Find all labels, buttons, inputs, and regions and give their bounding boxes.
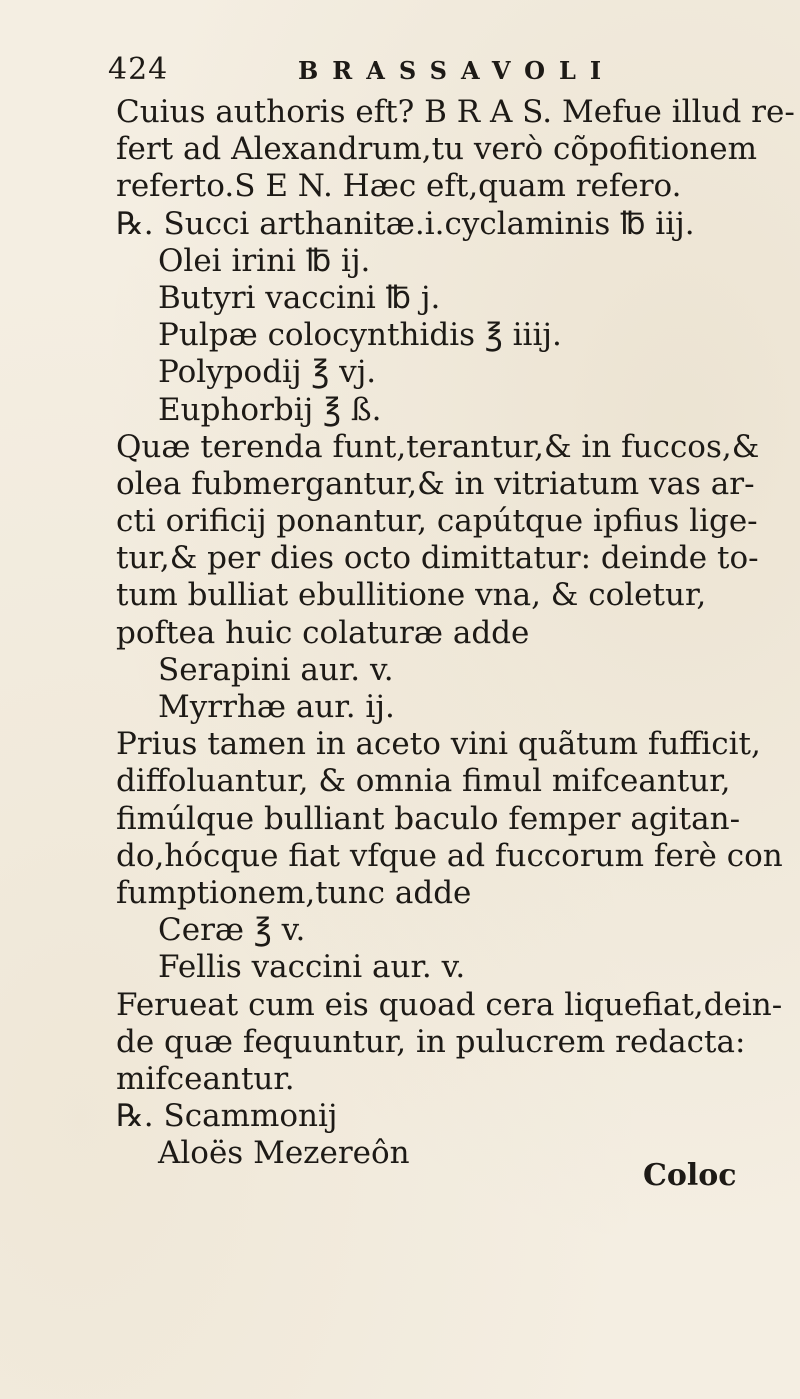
ingredient-line: Ceræ ℥ v.: [158, 912, 306, 949]
text-line: olea fubmergantur,& in vitriatum vas ar-: [116, 465, 755, 502]
ingredient-line: Fellis vaccini aur. v.: [158, 949, 466, 986]
text-line: fert ad Alexandrum,tu verò cõpofitionem: [116, 131, 758, 168]
ingredient-line: Myrrhæ aur. ij.: [158, 689, 395, 725]
running-head: BRASSAVOLI: [298, 56, 616, 85]
text-line: Prius tamen in aceto vini quãtum fufficit,: [116, 726, 761, 763]
text-line: Quæ terenda funt,terantur,& in fuccos,&: [116, 428, 760, 465]
recipe-line: ℞. Scammonij: [116, 1098, 338, 1135]
ingredient-line: Pulpæ colocynthidis ℥ iiij.: [158, 317, 562, 354]
text-line: tur,& per dies octo dimittatur: deinde to-: [116, 540, 759, 577]
ingredient-line: Butyri vaccini ℔ j.: [158, 279, 441, 316]
page-header: [108, 48, 668, 88]
text-line: fimúlque bulliant baculo femper agitan-: [116, 800, 741, 837]
text-line: diffoluantur, & omnia fimul mifceantur,: [116, 763, 731, 800]
text-line: Ferueat cum eis quoad cera liquefiat,dein-: [116, 986, 783, 1023]
body-text: [116, 94, 795, 1172]
text-line: fumptionem,tunc adde: [116, 874, 472, 911]
text-line: poftea huic colaturæ adde: [116, 614, 530, 651]
text-line: do,hócque fiat vfque ad fuccorum ferè con: [116, 837, 783, 874]
ingredient-line: Polypodij ℥ vj.: [158, 354, 377, 391]
catchword: Coloc: [643, 1158, 737, 1193]
recipe-line: ℞. Succi arthanitæ.i.cyclaminis ℔ iij.: [116, 205, 695, 242]
page-number: 424: [108, 52, 169, 87]
ingredient-line: Aloës Mezereôn: [158, 1135, 410, 1172]
text-line: tum bulliat ebullitione vna, & coletur,: [116, 577, 707, 614]
text-line: Cuius authoris eft? B R A S. Mefue illud re-: [116, 94, 795, 130]
ingredient-line: Olei irini ℔ ij.: [158, 242, 371, 279]
text-line: referto.S E N. Hæc eft,quam refero.: [116, 168, 682, 205]
text-line: mifceantur.: [116, 1060, 295, 1097]
ingredient-line: Euphorbij ℥ ß.: [158, 391, 382, 428]
text-line: de quæ fequuntur, in pulucrem redacta:: [116, 1023, 746, 1060]
ingredient-line: Serapini aur. v.: [158, 651, 394, 688]
text-line: cti orificij ponantur, capútque ipfius lige-: [116, 503, 758, 540]
